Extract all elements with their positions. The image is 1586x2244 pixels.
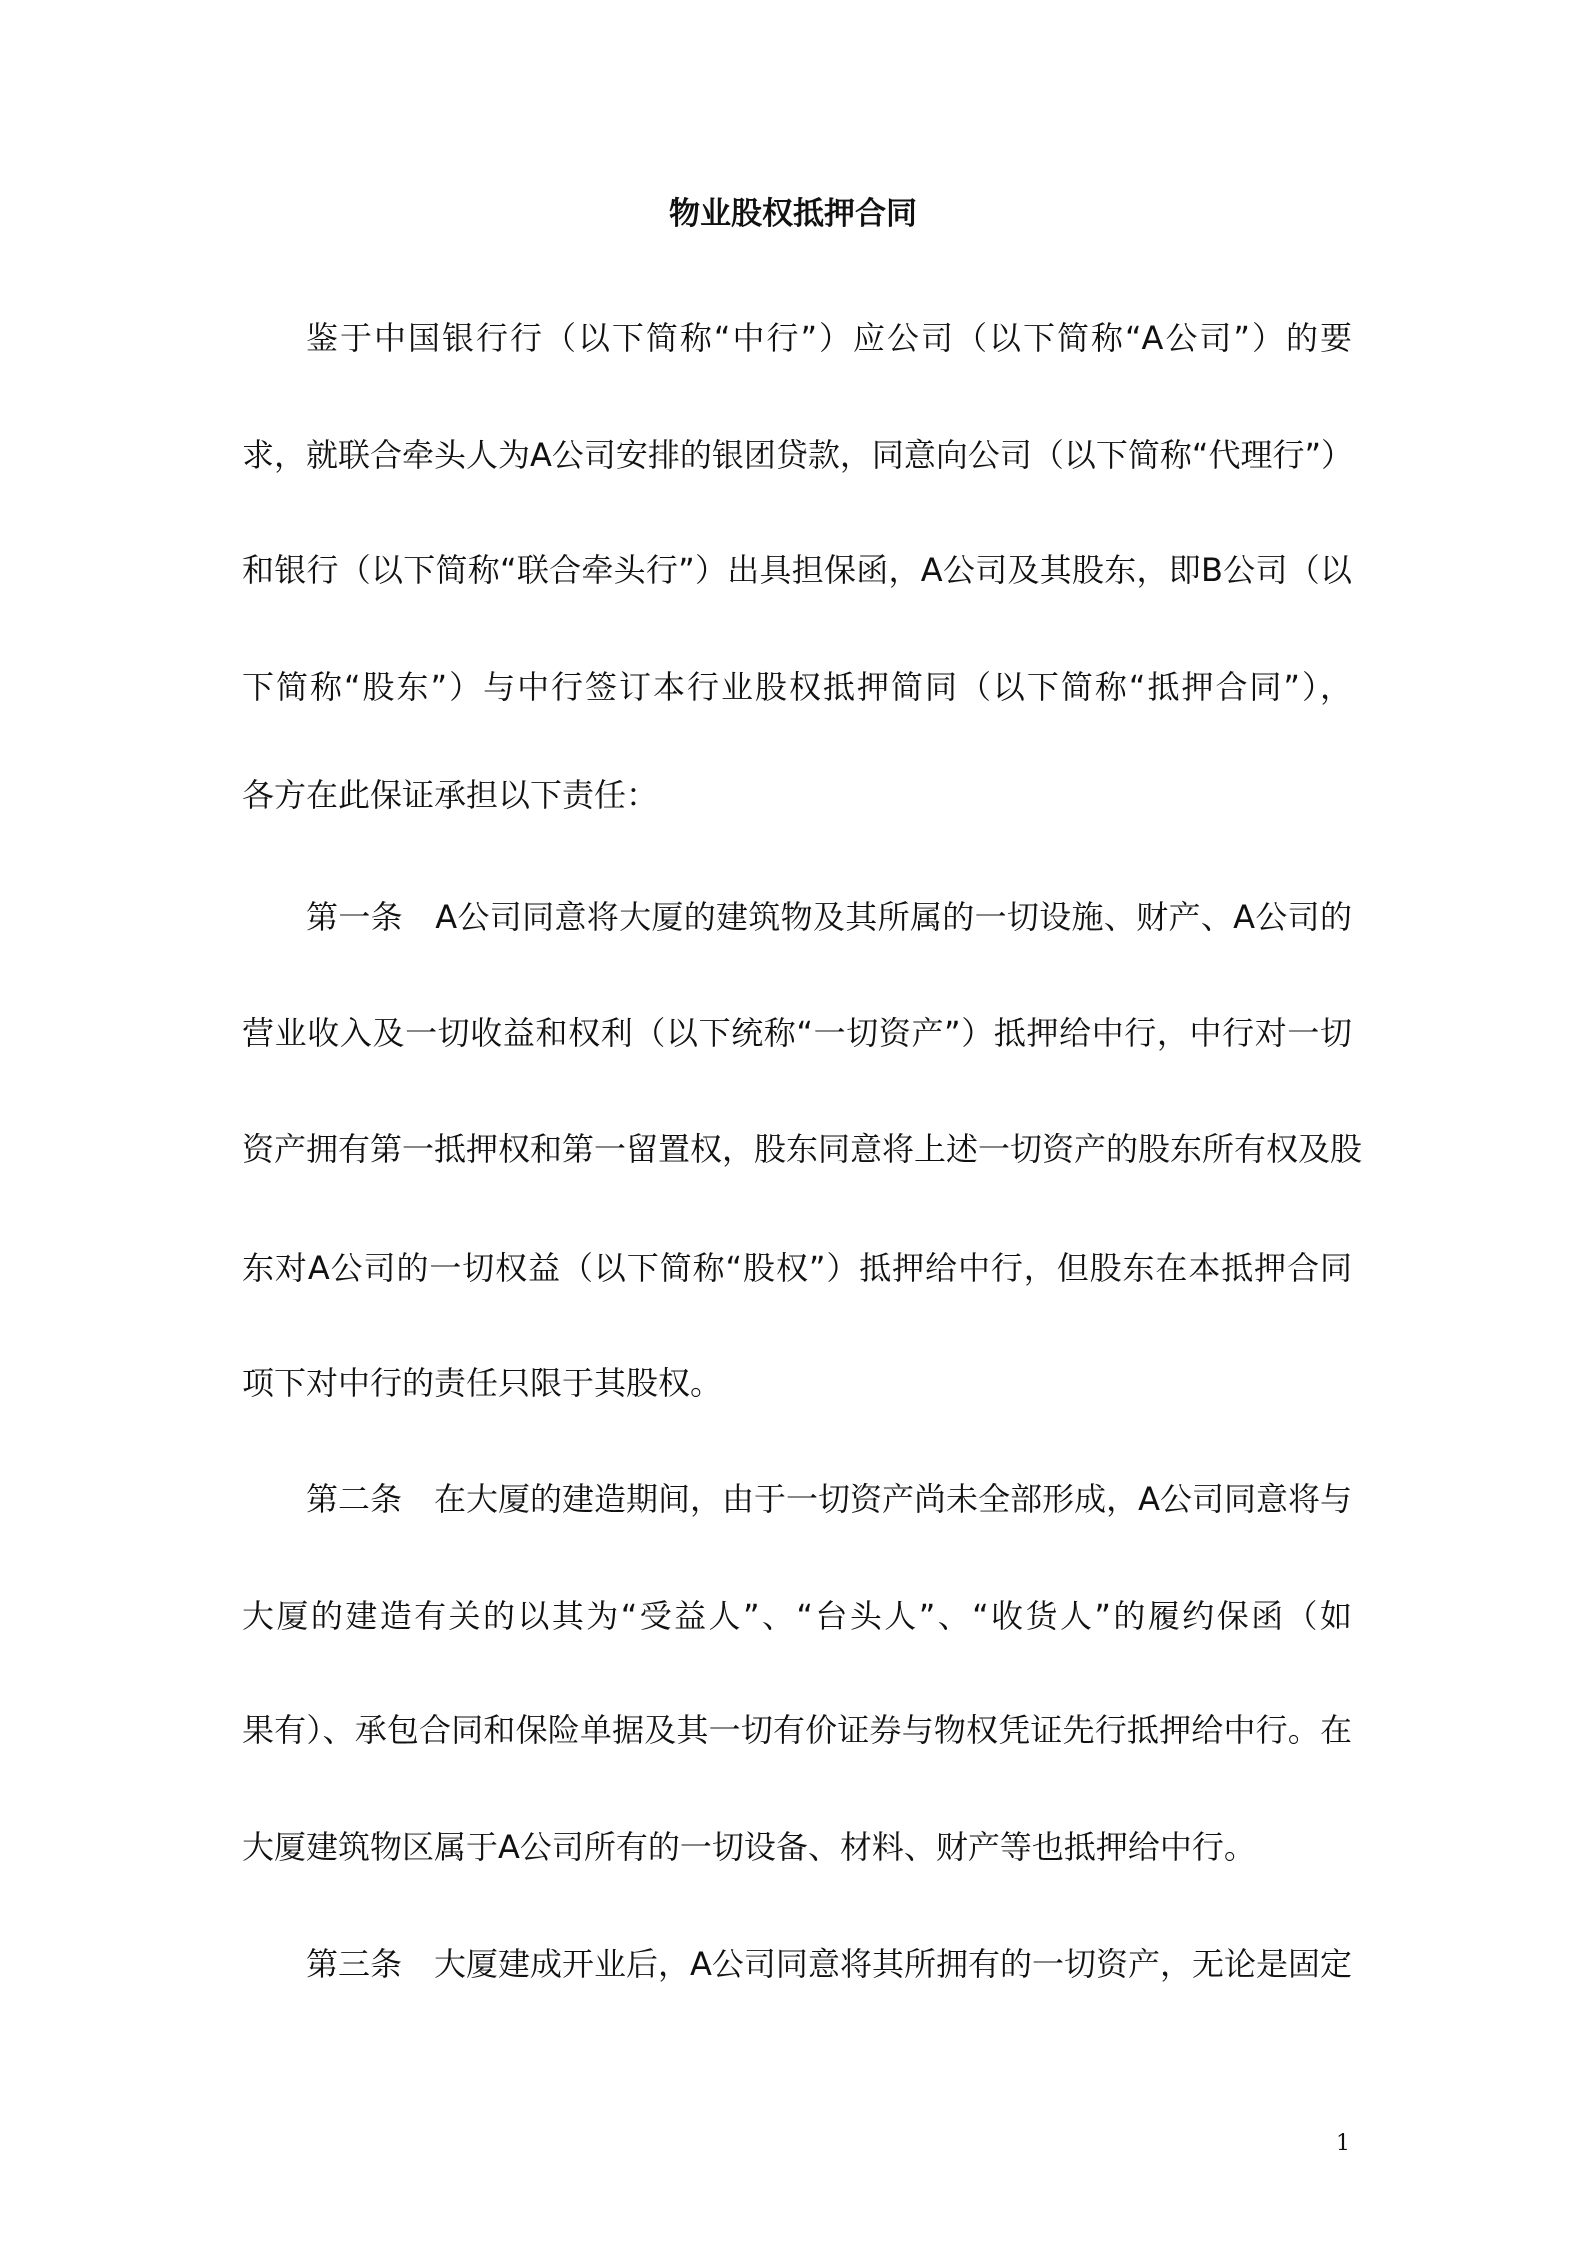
paragraph-intro-line-2: 求，就联合牵头人为A公司安排的银团贷款，同意向公司（以下简称“代理行”） bbox=[242, 436, 1354, 474]
document-title: 物业股权抵押合同 bbox=[669, 196, 917, 232]
page-number: 1 bbox=[1336, 2131, 1350, 2156]
article-2-line-2: 大厦的建造有关的以其为“受益人”、“台头人”、“收货人”的履约保函（如 bbox=[242, 1597, 1352, 1635]
paragraph-intro-line-5: 各方在此保证承担以下责任： bbox=[242, 776, 659, 814]
paragraph-intro-line-3: 和银行（以下简称“联合牵头行”）出具担保函，A公司及其股东，即B公司（以 bbox=[242, 551, 1352, 589]
article-2-line-3: 果有）、承包合同和保险单据及其一切有价证券与物权凭证先行抵押给中行。在 bbox=[242, 1711, 1352, 1749]
article-1-line-5: 项下对中行的责任只限于其股权。 bbox=[242, 1364, 723, 1402]
article-1-line-3: 资产拥有第一抵押权和第一留置权，股东同意将上述一切资产的股东所有权及股 bbox=[242, 1130, 1363, 1168]
article-2-line-1: 第二条 在大厦的建造期间，由于一切资产尚未全部形成，A公司同意将与 bbox=[306, 1480, 1352, 1518]
article-3-line-1: 第三条 大厦建成开业后，A公司同意将其所拥有的一切资产，无论是固定 bbox=[306, 1945, 1352, 1983]
article-2-line-4: 大厦建筑物区属于A公司所有的一切设备、材料、财产等也抵押给中行。 bbox=[242, 1828, 1256, 1866]
paragraph-intro-line-4: 下简称“股东”）与中行签订本行业股权抵押简同（以下简称“抵押合同”）， bbox=[242, 668, 1352, 706]
article-1-line-2: 营业收入及一切收益和权利（以下统称“一切资产”）抵押给中行，中行对一切 bbox=[242, 1014, 1352, 1052]
paragraph-intro-line-1: 鉴于中国银行行（以下简称“中行”）应公司（以下简称“A公司”）的要 bbox=[306, 319, 1352, 357]
article-1-line-1: 第一条 A公司同意将大厦的建筑物及其所属的一切设施、财产、A公司的 bbox=[306, 898, 1352, 936]
article-1-line-4: 东对A公司的一切权益（以下简称“股权”）抵押给中行，但股东在本抵押合同 bbox=[242, 1249, 1352, 1287]
